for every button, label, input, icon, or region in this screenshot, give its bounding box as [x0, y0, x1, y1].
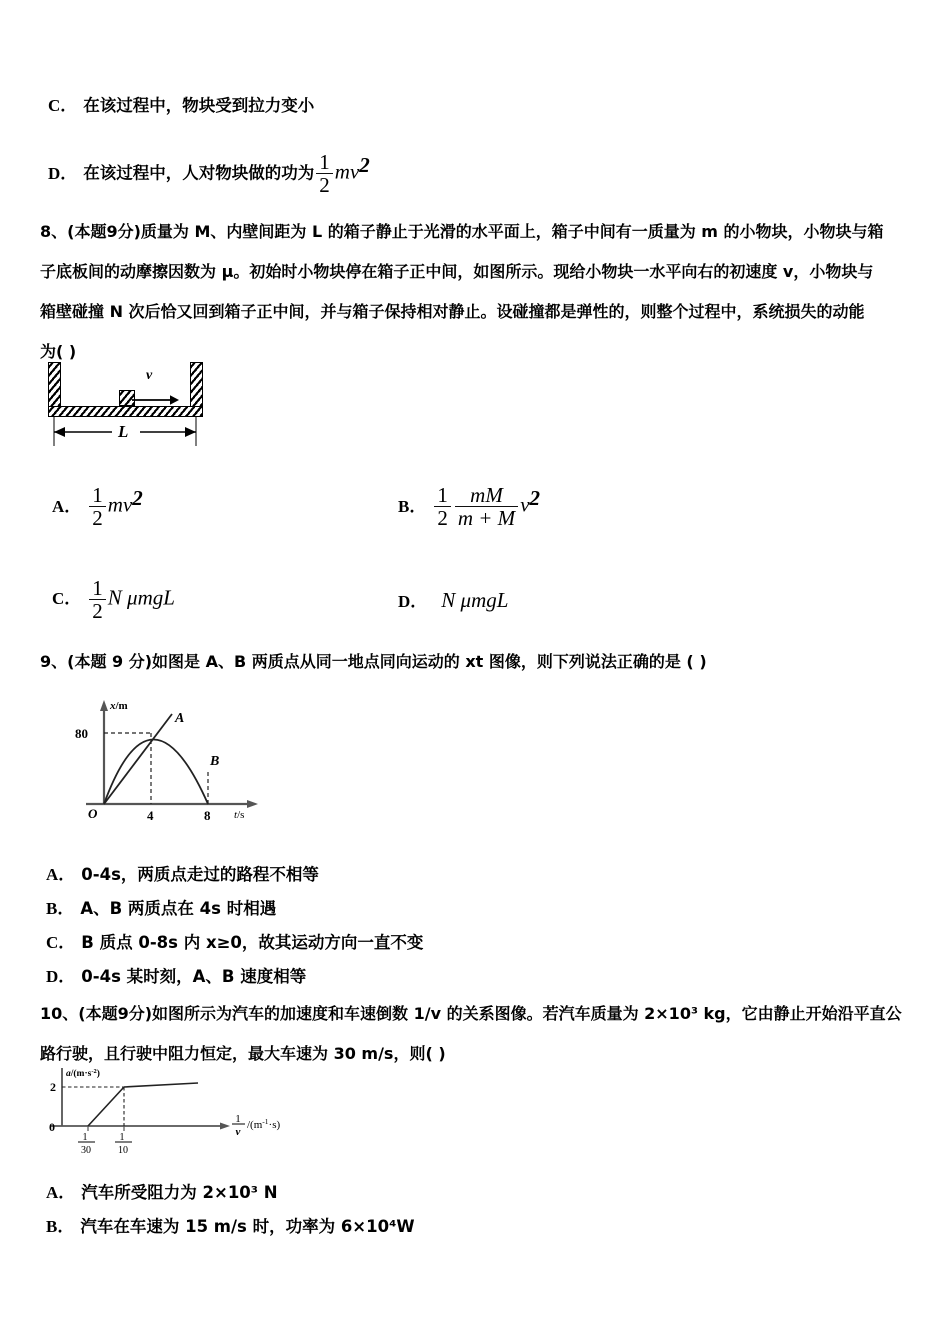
- q9-option-label-d: D．: [46, 967, 76, 986]
- q8-option-a-exponent: 2: [132, 486, 143, 510]
- dimension-line-L: [46, 416, 226, 454]
- q8-option-b-exponent: 2: [529, 486, 541, 510]
- q8-line-4: 为( ): [40, 342, 77, 361]
- q8-option-label-a: A．: [52, 496, 82, 516]
- q8-option-a-tail: mv: [107, 492, 133, 517]
- q8-option-d-tail: N μmgL: [441, 588, 509, 612]
- svg-text:x/m: x/m: [110, 700, 128, 712]
- q9-option-label-a: A．: [46, 865, 76, 884]
- q9-option-label-c: C．: [46, 933, 76, 952]
- q10-option-text-b: 汽车在车速为 15 m/s 时，功率为 6×10⁴W: [80, 1217, 415, 1236]
- q10-option-a: [46, 1180, 278, 1206]
- question-8-text: [40, 212, 920, 372]
- q10-option-text-a: 汽车所受阻力为 2×10³ N: [81, 1183, 278, 1202]
- q8-option-label-d: D．: [398, 592, 428, 611]
- work-formula-tail: mv: [334, 159, 360, 184]
- q8-line-2: 子底板间的动摩擦因数为 μ。初始时小物块停在箱子正中间，如图所示。现给小物块一水平向右的初速度 v，小物块与: [40, 262, 874, 281]
- q9-line-1: 9、(本题 9 分)如图是 A、B 两质点从同一地点同向运动的 xt 图像，则下列说法正确的是 ( ): [40, 652, 707, 671]
- q8-line-3: 箱壁碰撞 N 次后恰又回到箱子正中间，并与箱子保持相对静止。设碰撞都是弹性的，则整个过程中，系统损失的动能: [40, 302, 865, 321]
- option-text-d: 在该过程中，人对物块做的功为: [83, 163, 315, 183]
- svg-text:B: B: [210, 754, 220, 769]
- svg-text:A: A: [175, 711, 185, 726]
- box-left-wall: [48, 362, 61, 407]
- q8-option-d: [398, 585, 508, 617]
- q9-option-a: [46, 862, 319, 888]
- svg-text:O: O: [88, 806, 98, 821]
- q9-option-text-c: B 质点 0-8s 内 x≥0，故其运动方向一直不变: [81, 933, 424, 952]
- svg-text:80: 80: [75, 726, 88, 741]
- question-9-text: [40, 642, 920, 682]
- q8-option-label-b: B．: [398, 496, 427, 516]
- svg-text:4: 4: [147, 808, 154, 823]
- q9-option-text-d: 0-4s 某时刻，A、B 速度相等: [81, 967, 307, 986]
- carryover-option-d: [48, 150, 370, 197]
- q9-option-text-b: A、B 两质点在 4s 时相遇: [80, 899, 277, 918]
- q9-option-d: [46, 964, 306, 990]
- q8-option-c-fraction: $\frac{1}{2}$: [89, 577, 106, 622]
- q8-option-c-tail: N μmgL: [107, 585, 175, 610]
- svg-text:2: 2: [50, 1080, 56, 1094]
- q8-option-b: [398, 483, 540, 530]
- q9-xt-graph: [62, 692, 277, 834]
- svg-text:1: 1: [82, 1132, 88, 1143]
- q9-option-b: [46, 896, 276, 922]
- option-label-d: D．: [48, 163, 78, 183]
- q8-option-a: [52, 483, 143, 530]
- q10-line-2: 路行驶，且行驶中阻力恒定，最大车速为 30 m/s，则( ): [40, 1044, 446, 1063]
- q10-acceleration-graph: [40, 1062, 285, 1162]
- q9-option-text-a: 0-4s，两质点走过的路程不相等: [81, 865, 319, 884]
- dimension-label-L: L: [118, 422, 129, 441]
- q8-option-a-fraction: $\frac{1}{2}$: [89, 484, 106, 529]
- q8-option-b-tail: v: [520, 492, 530, 517]
- svg-text:8: 8: [204, 808, 211, 823]
- svg-text:30: 30: [81, 1145, 91, 1156]
- svg-text:a/(m·s-2): $a/(m\cdot s^{-2})$: [66, 1068, 100, 1079]
- svg-text:10: 10: [118, 1145, 128, 1156]
- velocity-label: v: [146, 368, 153, 383]
- q8-line-1: 8、(本题9分)质量为 M、内壁间距为 L 的箱子静止于光滑的水平面上，箱子中间有一质量为 m 的小物块，小物块与箱: [40, 222, 884, 241]
- q9-option-c: [46, 930, 423, 956]
- svg-text:v: v: [235, 1126, 241, 1138]
- svg-text:/(m-1·s): $/(m^{-1}\cdot s)$: [247, 1117, 281, 1131]
- q8-option-label-c: C．: [52, 589, 82, 609]
- q10-option-b: [46, 1214, 415, 1240]
- option-label-c: C．: [48, 96, 78, 115]
- q9-option-label-b: B．: [46, 899, 75, 918]
- q10-option-label-a: A．: [46, 1183, 76, 1202]
- q8-option-c: [52, 578, 175, 623]
- q8-option-b-massratio: $\frac{mM}{m + M}$: [455, 484, 518, 529]
- q10-line-1: 10、(本题9分)如图所示为汽车的加速度和车速倒数 1/v 的关系图像。若汽车质量为 2×10³ kg，它由静止开始沿平直公: [40, 1004, 902, 1023]
- q10-option-label-b: B．: [46, 1217, 75, 1236]
- velocity-arrow-icon: [132, 392, 180, 408]
- box-right-wall: [190, 362, 203, 407]
- svg-text:0: 0: [49, 1120, 55, 1134]
- box-with-block-figure: [46, 362, 226, 454]
- svg-text:1: 1: [119, 1132, 125, 1143]
- svg-text:t/s: t/s: [234, 809, 245, 821]
- work-formula-exponent: 2: [359, 153, 370, 177]
- option-text-c: 在该过程中，物块受到拉力变小: [83, 96, 315, 115]
- q8-option-b-half: $\frac{1}{2}$: [434, 484, 451, 529]
- svg-text:1: 1: [235, 1113, 241, 1125]
- work-formula-fraction: $\frac{1}{2}$: [316, 151, 333, 196]
- carryover-option-c: [48, 93, 314, 119]
